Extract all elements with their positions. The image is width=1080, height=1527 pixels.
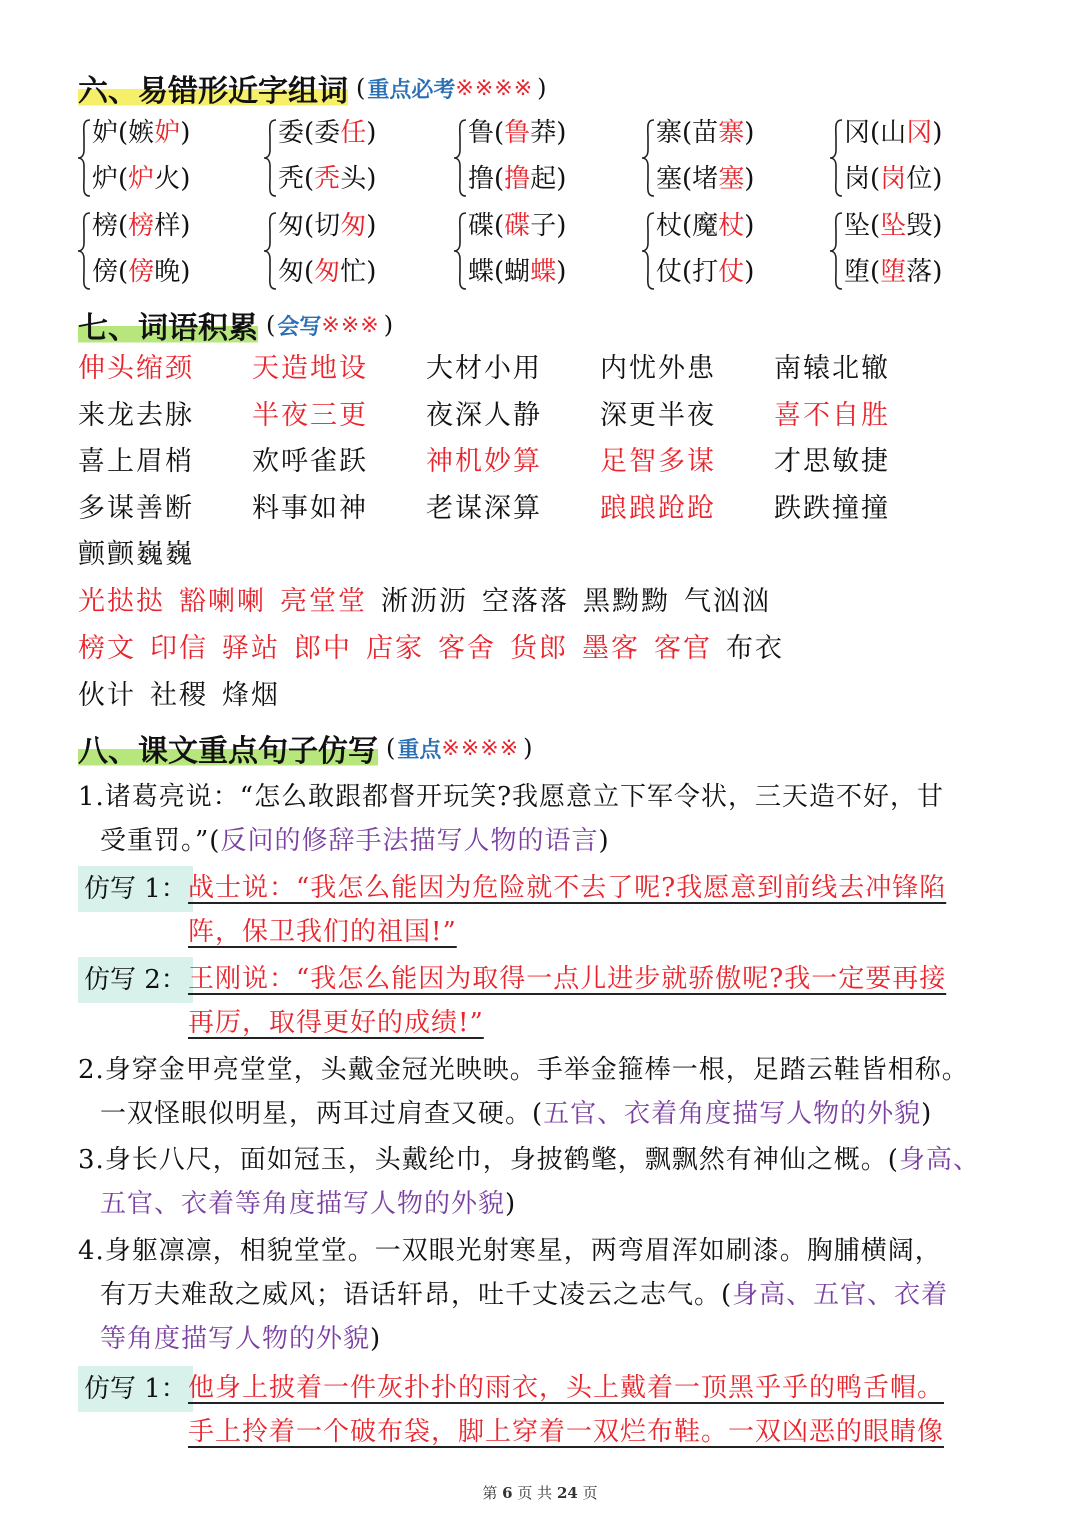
word-part: 蝴 [504,257,531,287]
sentence-1: 1.诸葛亮说：“怎么敢跟都督开玩笑?我愿意立下军令状，三天造不好，甘 受重罚。”(反问的修辞手法描写人物的语言) [78,782,945,856]
highlight-char: 蝶 [530,257,557,287]
char: 鲁 [468,118,495,148]
idiom: 足智多谋 [600,446,716,477]
char-word [278,162,376,196]
char-group [452,205,642,297]
word-part: 位 [906,164,933,194]
word-part: 头 [340,164,367,194]
char-group [76,205,266,297]
idiom: 南辕北辙 [774,353,890,384]
word-part: 毁 [906,211,933,241]
word-part: 委 [314,118,341,148]
sentence-2: 2.身穿金甲亮堂堂，头戴金冠光映映。手举金箍棒一根，足踏云鞋皆相称。 一双怪眼似明星，两耳过肩查又硬。(五官、衣着角度描写人物的外貌) [78,1055,969,1129]
idiom: 踉踉跄跄 [600,492,716,524]
char-word [844,209,942,243]
brace-icon [828,118,844,198]
highlight-char: 鲁 [504,118,531,148]
idiom: 天造地设 [252,353,368,384]
word-part: 起 [530,164,557,194]
paren: ) [366,118,377,148]
paren: ( [304,118,315,148]
highlight-char: 撸 [504,164,531,194]
section7-stars: ※※※ [321,312,380,338]
idiom: 颤颤巍巍 [78,539,194,570]
highlight-char: 碟 [504,211,531,241]
paren: ( [682,211,693,241]
word: 客官 [654,633,712,664]
aabb-word-row [78,584,785,620]
paren: ( [682,118,693,148]
highlight-char: 岗 [880,164,907,194]
idiom: 夜深人静 [426,399,542,431]
section7-title: 七、词语积累 [78,303,258,347]
section8-tag: 重点 [397,736,442,763]
word: 社稷 [150,680,208,711]
section6-stars: ※※※※ [455,75,534,101]
idiom: 欢呼雀跃 [252,446,368,477]
word: 气汹汹 [684,586,771,617]
paren: ( [870,164,881,194]
char: 匆 [278,211,305,241]
paren: ) [180,164,191,194]
word-part: 落 [906,257,933,287]
section8-title: 八、课文重点句子仿写 [78,726,378,770]
char: 仗 [656,257,683,287]
char-group [76,112,266,204]
char-group [452,112,642,204]
word-part: 莽 [530,118,557,148]
char: 杖 [656,211,683,241]
word: 驿站 [222,633,280,664]
word: 烽烟 [222,680,280,711]
char-word [844,255,942,289]
word: 墨客 [582,633,640,664]
idiom: 喜上眉梢 [78,446,194,477]
paren: ) [744,211,755,241]
paren: ) [744,164,755,194]
char-word [278,209,376,243]
word: 客舍 [438,633,496,664]
brace-icon [452,118,468,198]
highlight-char: 傍 [128,257,155,287]
idiom: 神机妙算 [426,446,542,477]
highlight-char: 任 [340,118,367,148]
char: 塞 [656,164,683,194]
char: 岗 [844,164,871,194]
highlight-char: 炉 [128,164,155,194]
page-footer: 第 6 页 共 24 页 [482,1484,598,1502]
char-word [278,116,376,150]
paren: ( [304,257,315,287]
char: 堕 [844,257,871,287]
idiom: 大材小用 [426,353,542,384]
char-group [262,205,452,297]
char-word [656,255,754,289]
brace-icon [828,211,844,291]
paren: ( [118,118,129,148]
highlight-char: 匆 [314,257,341,287]
word: 黑黝黝 [583,586,670,617]
char-word [92,116,190,150]
char-word [656,209,754,243]
word-part: 火 [154,164,181,194]
imitation-label-2: 仿写 2： [78,957,193,1003]
idiom: 来龙去脉 [78,399,194,431]
paren: ( [494,257,505,287]
imitation-3: 他身上披着一件灰扑扑的雨衣，头上戴着一顶黑乎乎的鸭舌帽。 手上拎着一个破布袋，脚上穿着一双烂布鞋。一双凶恶的眼睛像 [188,1373,945,1447]
word-part: 样 [154,211,181,241]
highlight-char: 匆 [340,211,367,241]
idiom: 半夜三更 [252,399,368,431]
highlight-char: 坠 [880,211,907,241]
char: 委 [278,118,305,148]
paren: ) [180,211,191,241]
paren: ( [304,211,315,241]
word: 亮堂堂 [280,586,367,617]
char: 寨 [656,118,683,148]
sentence-3: 3.身长八尺，面如冠玉，头戴纶巾，身披鹤氅，飘飘然有神仙之概。(身高、 五官、衣着等角度描写人物的外貌) [78,1145,980,1219]
char-word [468,255,566,289]
paren: ) [180,257,191,287]
brace-icon [262,118,278,198]
paren: ( [682,164,693,194]
noun-word-row-2 [78,678,294,714]
char-word [92,209,190,243]
paren: ( [118,211,129,241]
word-part: 魔 [692,211,719,241]
char: 秃 [278,164,305,194]
idiom: 喜不自胜 [774,399,890,431]
paren: ) [556,257,567,287]
paren: ) [556,118,567,148]
word-part: 打 [692,257,719,287]
paren: ( [494,164,505,194]
idiom: 老谋深算 [426,492,542,524]
paren: ( [682,257,693,287]
word: 伙计 [78,680,136,711]
char-group [640,205,830,297]
highlight-char: 塞 [718,164,745,194]
noun-word-row [78,631,798,667]
char-word [92,162,190,196]
word-part: 切 [314,211,341,241]
imitation-label-3: 仿写 1： [78,1366,193,1412]
section7-heading: 七、词语积累 ( 会写 ※※※ ) [78,303,393,347]
paren: ) [556,211,567,241]
idiom: 内忧外患 [600,353,716,384]
highlight-char: 冈 [906,118,933,148]
highlight-char: 杖 [718,211,745,241]
char-group [262,112,452,204]
imitation-label-1: 仿写 1： [78,866,193,912]
char-word [92,255,190,289]
paren: ( [118,164,129,194]
highlight-char: 秃 [314,164,341,194]
section8-heading: 八、课文重点句子仿写 ( 重点 ※※※※ ) [78,726,533,770]
word: 布衣 [726,633,784,664]
brace-icon [76,211,92,291]
char-word [656,162,754,196]
paren: ) [180,118,191,148]
paren: ) [932,211,943,241]
sentence-4: 4.身躯凛凛，相貌堂堂。一双眼光射寒星，两弯眉浑如刷漆。胸脯横阔， 有万夫难敌之威风；语话轩昂，吐千丈凌云之志气。(身高、五官、衣着 等角度描写人物的外貌) [78,1236,949,1354]
char-group [828,205,1018,297]
word-part: 子 [530,211,557,241]
highlight-char: 寨 [718,118,745,148]
idiom: 料事如神 [252,492,368,524]
word: 店家 [366,633,424,664]
word: 豁喇喇 [179,586,266,617]
brace-icon [640,118,656,198]
highlight-char: 榜 [128,211,155,241]
char: 炉 [92,164,119,194]
char: 榜 [92,211,119,241]
char-word [844,116,942,150]
paren: ( [870,257,881,287]
char-word [468,116,566,150]
word: 淅沥沥 [381,586,468,617]
char: 匆 [278,257,305,287]
brace-icon [452,211,468,291]
paren: ( [494,118,505,148]
char-word [468,209,566,243]
idiom: 伸头缩颈 [78,353,194,384]
word-part: 嫉 [128,118,155,148]
section6-title: 六、易错形近字组词 [78,66,348,110]
imitation-1: 战士说：“我怎么能因为危险就不去了呢?我愿意到前线去冲锋陷 阵，保卫我们的祖国!” [188,873,947,947]
char: 撸 [468,164,495,194]
paren: ) [932,118,943,148]
brace-icon [76,118,92,198]
paren: ) [932,257,943,287]
word-part: 山 [880,118,907,148]
paren: ) [744,118,755,148]
word: 空落落 [482,586,569,617]
char-group [828,112,1018,204]
char: 蝶 [468,257,495,287]
paren: ) [744,257,755,287]
section6-tag: 重点必考 [367,76,456,103]
char-word [468,162,566,196]
word: 货郎 [510,633,568,664]
section8-stars: ※※※※ [441,735,520,761]
word: 郎中 [294,633,352,664]
imitation-2: 王刚说：“我怎么能因为取得一点儿进步就骄傲呢?我一定要再接 再厉，取得更好的成绩!” [188,964,947,1038]
idiom: 深更半夜 [600,399,716,431]
word-part: 忙 [340,257,367,287]
paren: ) [932,164,943,194]
highlight-char: 妒 [154,118,181,148]
section6-heading: 六、易错形近字组词 ( 重点必考 ※※※※ ) [78,66,547,110]
char-word [656,116,754,150]
word: 印信 [150,633,208,664]
paren: ( [870,211,881,241]
paren: ( [304,164,315,194]
char: 坠 [844,211,871,241]
idiom: 跌跌撞撞 [774,492,890,524]
char: 妒 [92,118,119,148]
paren: ( [870,118,881,148]
paren: ) [366,211,377,241]
char: 傍 [92,257,119,287]
word-part: 晚 [154,257,181,287]
char: 冈 [844,118,871,148]
char: 碟 [468,211,495,241]
word-part: 苗 [692,118,719,148]
brace-icon [262,211,278,291]
section7-tag: 会写 [277,313,322,340]
char-word [844,162,942,196]
brace-icon [640,211,656,291]
word-part: 堵 [692,164,719,194]
highlight-char: 仗 [718,257,745,287]
idiom: 才思敏捷 [774,446,890,477]
word: 榜文 [78,633,136,664]
paren: ( [118,257,129,287]
char-word [278,255,376,289]
word: 光挞挞 [78,586,165,617]
paren: ( [494,211,505,241]
idiom: 多谋善断 [78,492,194,524]
highlight-char: 堕 [880,257,907,287]
char-group [640,112,830,204]
paren: ) [366,164,377,194]
paren: ) [366,257,377,287]
paren: ) [556,164,567,194]
